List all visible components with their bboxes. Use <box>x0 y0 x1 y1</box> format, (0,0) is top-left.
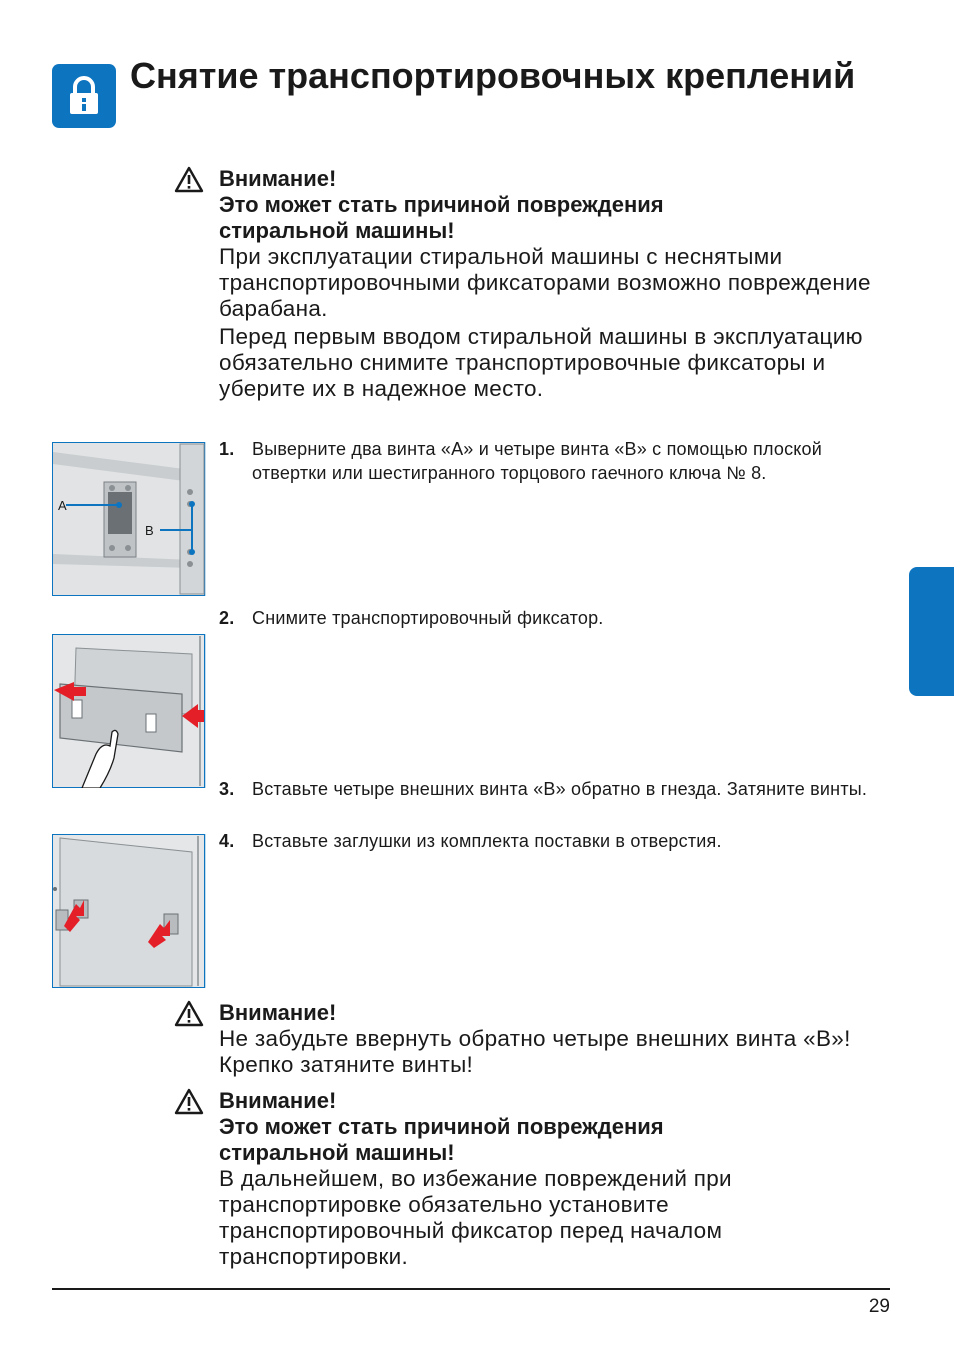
figure-bracket-removal <box>52 634 206 788</box>
warning-heading: Внимание! <box>219 166 337 191</box>
step-number: 2. <box>219 608 235 628</box>
step-number: 4. <box>219 831 235 851</box>
warning-subheading: Это может стать причиной повреждения стиральной машины! <box>219 1114 664 1165</box>
warning-triangle-icon <box>174 1088 204 1115</box>
page-title: Снятие транспортировочных креплений <box>130 55 856 96</box>
warning-paragraph: В дальнейшем, во избежание повреждений при транспортировке обязательно установите транспортировочный фиксатор перед началом транспортировки. <box>219 1166 732 1269</box>
warning-paragraph: При эксплуатации стиральной машины с неснятыми транспортировочными фиксаторами возможно повреждение барабана. <box>219 244 871 321</box>
warning-heading: Внимание! <box>219 1000 337 1025</box>
footer-divider <box>52 1288 890 1290</box>
step-text: Снимите транспортировочный фиксатор. <box>252 608 604 628</box>
figure-caps-insertion <box>52 834 206 988</box>
page-number: 29 <box>868 1296 890 1317</box>
step-number: 3. <box>219 779 235 799</box>
figure-label-b: B <box>145 523 154 538</box>
lock-icon <box>52 64 116 128</box>
section-tab-marker <box>909 567 954 696</box>
step-number: 1. <box>219 439 235 459</box>
warning-block-1 <box>219 166 889 402</box>
warning-paragraph: Перед первым вводом стиральной машины в эксплуатацию обязательно снимите транспортировочные фиксаторы и уберите их в надежное место. <box>219 324 863 401</box>
warning-heading: Внимание! <box>219 1088 337 1113</box>
figure-screws-removal <box>52 442 206 596</box>
step-text: Вставьте четыре внешних винта «B» обратно в гнезда. Затяните винты. <box>252 779 868 799</box>
warning-triangle-icon <box>174 166 204 193</box>
warning-block-2 <box>219 1000 889 1078</box>
step-text: Вставьте заглушки из комплекта поставки в отверстия. <box>252 831 722 851</box>
figure-label-a: A <box>58 498 67 513</box>
warning-block-3 <box>219 1088 859 1270</box>
warning-subheading: Это может стать причиной повреждения стиральной машины! <box>219 192 664 243</box>
step-text: Выверните два винта «A» и четыре винта «B» с помощью плоской отвертки или шестигранного торцового гаечного ключа № 8. <box>252 439 823 483</box>
warning-paragraph: Не забудьте ввернуть обратно четыре внешних винта «B»! Крепко затяните винты! <box>219 1026 851 1077</box>
warning-triangle-icon <box>174 1000 204 1027</box>
